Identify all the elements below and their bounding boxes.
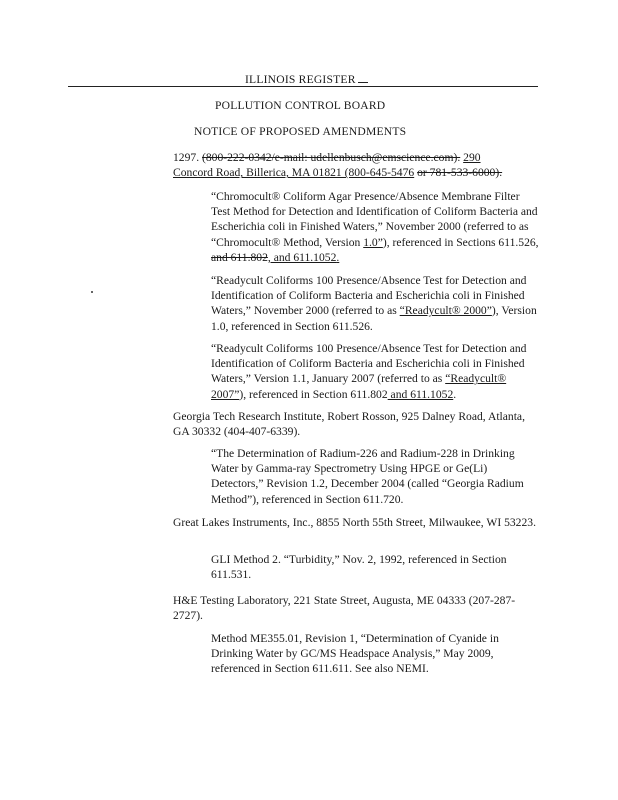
entry-1297: 1297. (800-222-0342/e-mail: udellenbusch@emscience.com). 290 Concord Road, Billerica, MA 01821 (800-645-5476 or 781-533-6000). [173,151,503,180]
entry-georgia-tech: Georgia Tech Research Institute, Robert Rosson, 925 Dalney Road, Atlanta, GA 30332 (404-407-6339). [173,410,525,439]
paragraph-me355: Method ME355.01, Revision 1, “Determination of Cyanide in Drinking Water by GC/MS Headspace Analysis,” May 2009, referenced in Section 611.611. See also NEMI. [211,632,499,676]
entry-he-testing: H&E Testing Laboratory, 221 State Street, Augusta, ME 04333 (207-287-2727). [173,594,516,623]
register-title: ILLINOIS REGISTER [245,71,368,87]
added-text: 290 [463,151,481,164]
deleted-text: (800-222-0342/e-mail: udellenbusch@emscience.com). [202,151,461,164]
paragraph-readycult-2007: “Readycult Coliforms 100 Presence/Absence Test for Detection and Identification of Coliform Bacteria and Escherichia coli in Finished Waters,” Version 1.1, January 2007 (referred to as “Readycult® 2007”), referenced in Section 611.802 and 611.1052. [211,342,527,401]
paragraph-readycult-2000: “Readycult Coliforms 100 Presence/Absence Test for Detection and Identification of Coliform Bacteria and Escherichia coli in Finished Waters,” November 2000 (referred to as “Readycult® 2000”), Version 1.0, referenced in Section 611.526. [211,274,537,333]
notice-title: NOTICE OF PROPOSED AMENDMENTS [194,125,407,138]
added-phone: or 781-533-6000). [417,166,503,180]
paragraph-gli-method: GLI Method 2. “Turbidity,” Nov. 2, 1992, referenced in Section 611.531. [211,553,507,582]
paragraph-georgia-radium: “The Determination of Radium-226 and Radium-228 in Drinking Water by Gamma-ray Spectrometry Using HPGE or Ge(Li) Detectors,” Revision 1.2, December 2004 (called “Georgia Radium Method”), referenced in Section 611.720. [211,447,524,506]
entry-great-lakes: Great Lakes Instruments, Inc., 8855 North 55th Street, Milwaukee, WI 53223. [173,516,536,529]
added-text: and 611.1052 [387,387,454,401]
board-name: POLLUTION CONTROL BOARD [215,99,386,112]
deleted-text: and 611.802 [211,250,268,264]
added-text: , and 611.1052 [267,250,337,264]
paragraph-chromocult: “Chromocult® Coliform Agar Presence/Absence Membrane Filter Test Method for Detection and Identification of Coliform Bacteria and Escherichia coli in Finished Waters,” November 2000 (referred to as “Chromocult® Method, Version 1.0”), referenced in Sections 611.526, and 611.802, and 611.1052. [211,190,539,264]
margin-mark [91,291,93,293]
